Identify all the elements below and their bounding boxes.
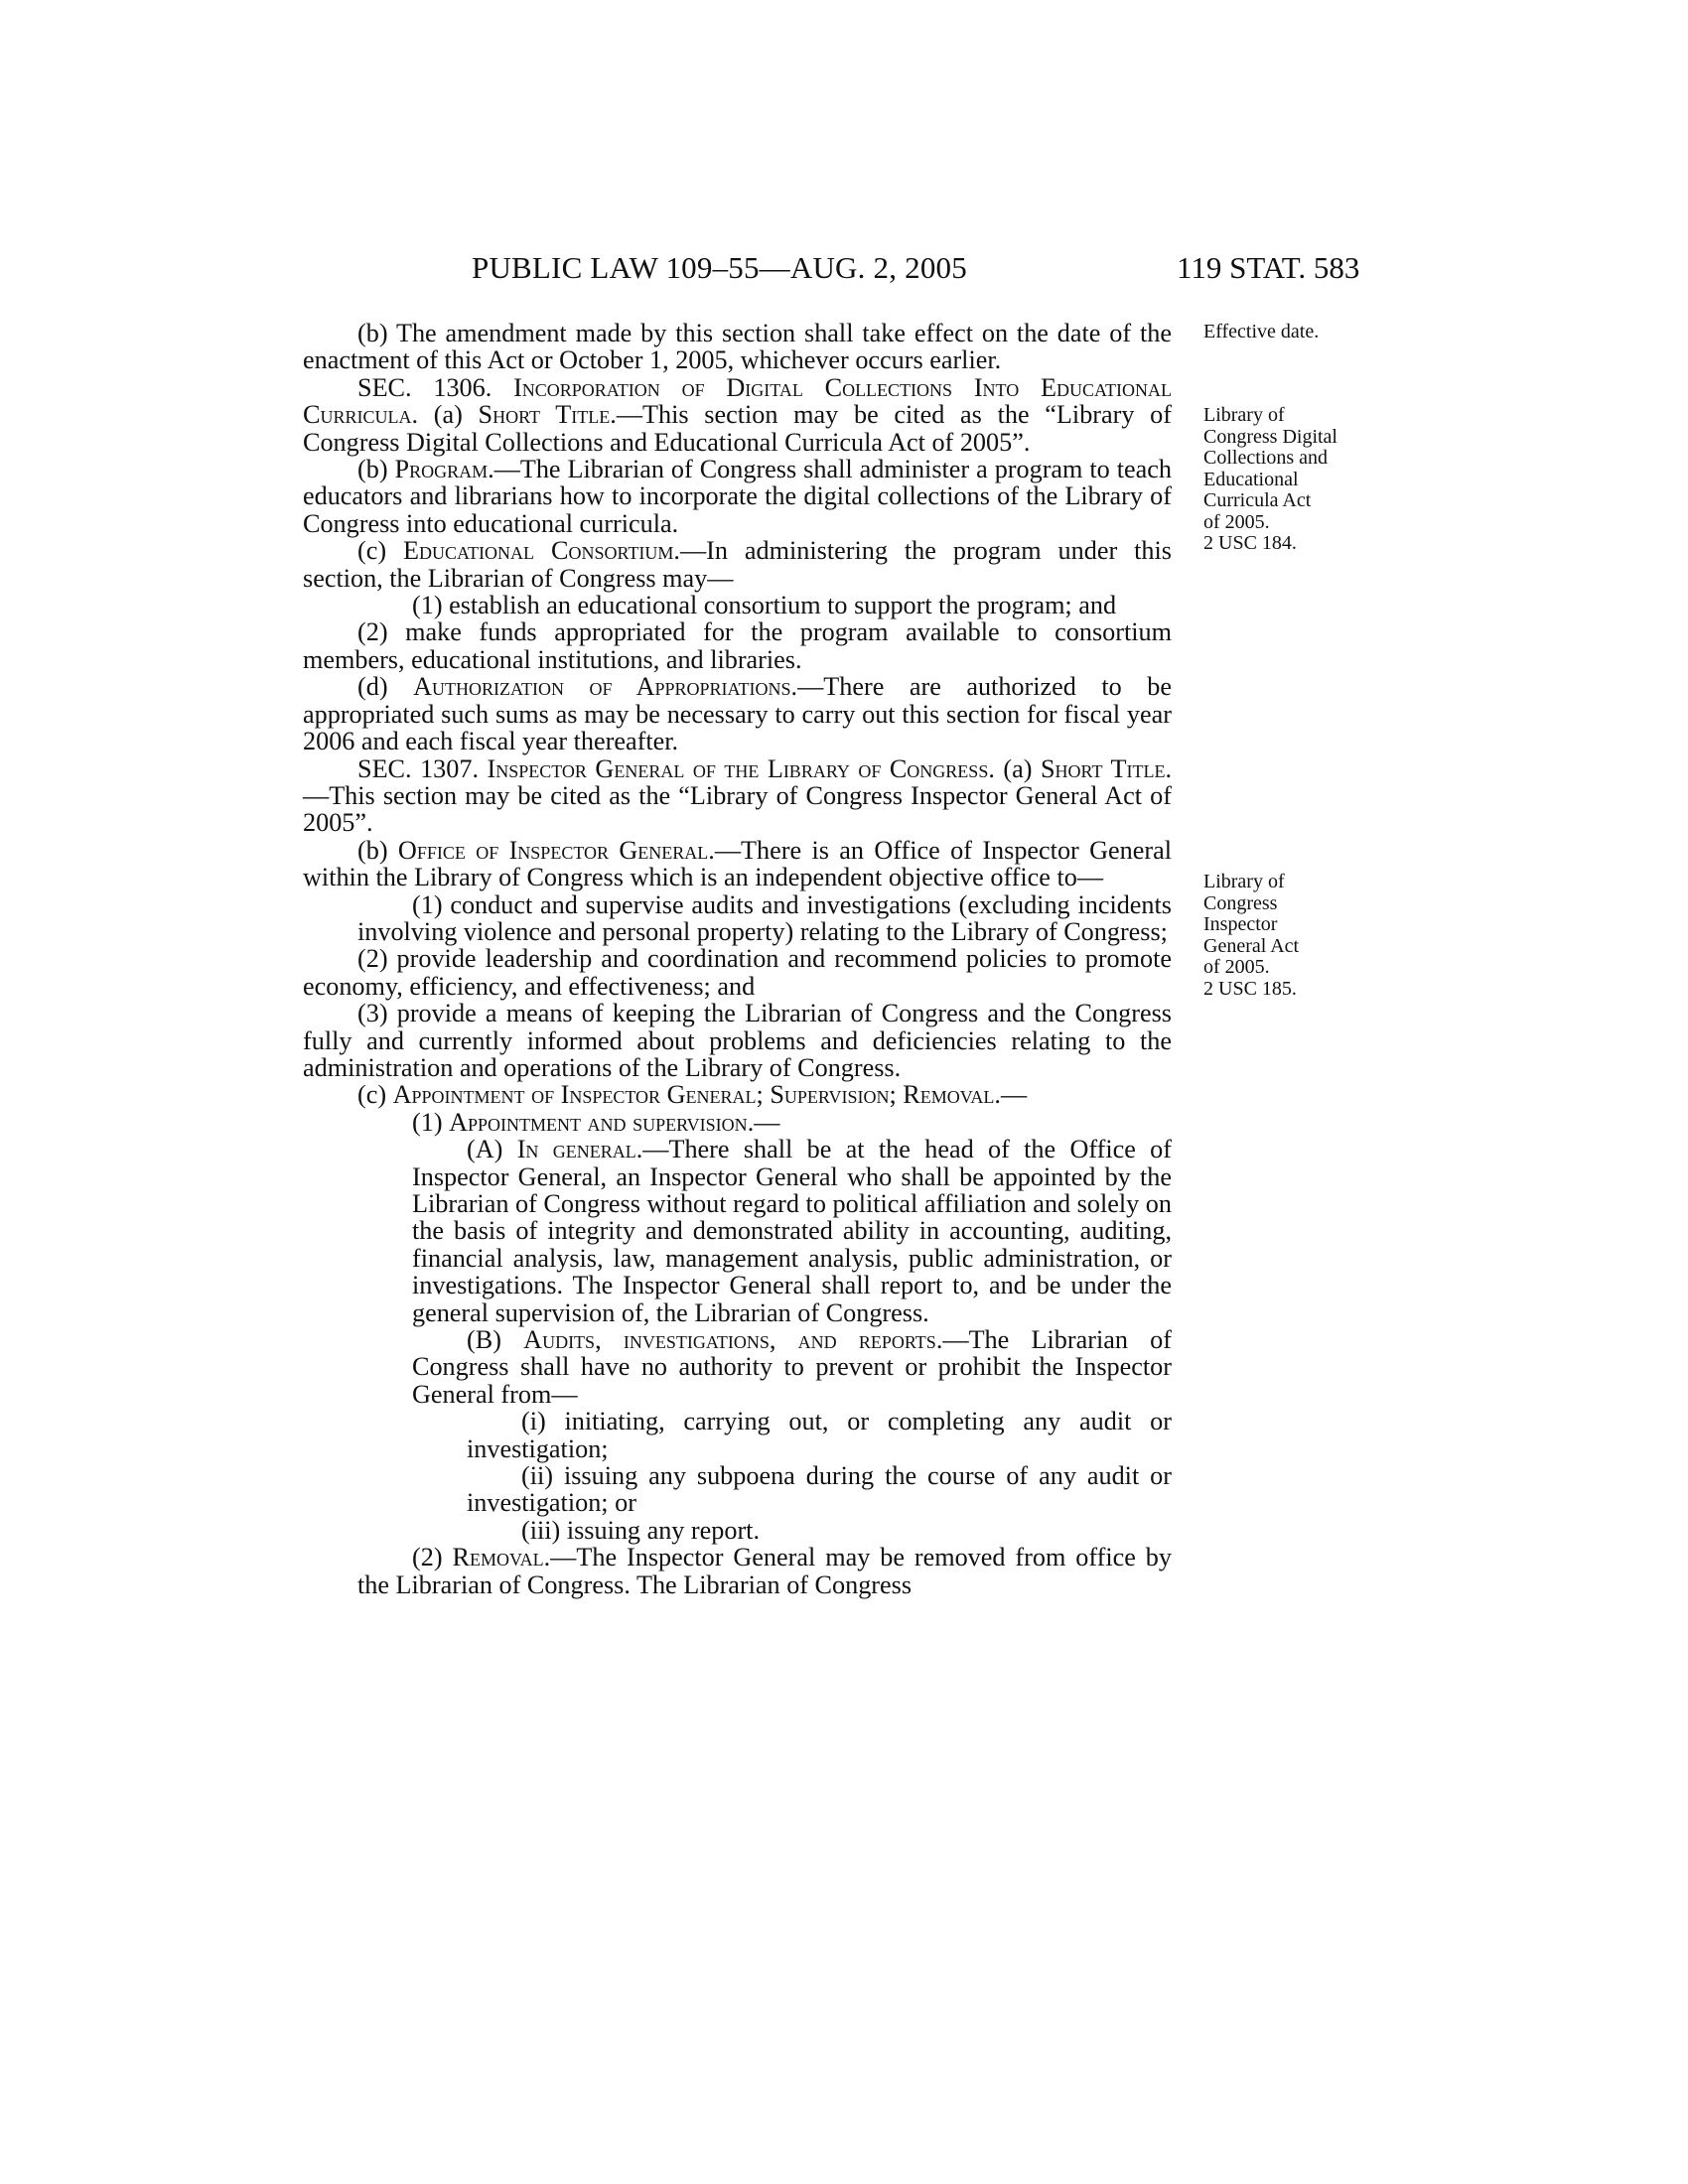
paragraph-effective-date: (b) The amendment made by this section shall take effect on the date of the enactment of this Act or October 1, 2005, whichever occurs earlier. bbox=[303, 319, 1172, 375]
paragraph-item: (2) provide leadership and coordination and recommend policies to promote economy, efficiency, and effectiveness; and bbox=[303, 944, 1172, 1001]
subsection-heading: Short Title bbox=[1040, 753, 1166, 783]
subsection-heading: Authorization of Appropriations bbox=[413, 672, 791, 702]
paragraph-item: (3) provide a means of keeping the Librarian of Congress and the Congress fully and currently informed about problems and deficiencies relating to the administration and operations of the Library of Congress. bbox=[303, 999, 1172, 1082]
margin-note-inspector-general-act: Library of Congress Inspector General Act of 2005. 2 USC 185. bbox=[1203, 871, 1300, 1000]
subsection-educational-consortium: (c) Educational Consortium.—In administering the program under this section, the Librarian of Congress may— bbox=[303, 536, 1172, 593]
statute-body-text bbox=[303, 320, 1172, 1598]
public-law-title: PUBLIC LAW 109–55—AUG. 2, 2005 bbox=[472, 250, 967, 285]
paragraph-removal: (2) Removal.—The Inspector General may be removed from office by the Librarian of Congress. The Librarian of Congress bbox=[357, 1543, 1172, 1599]
paragraph-appointment-supervision: (1) Appointment and supervision.— bbox=[412, 1107, 780, 1137]
page-header bbox=[0, 250, 1688, 290]
clause-item: (ii) issuing any subpoena during the course of any audit or investigation; or bbox=[467, 1461, 1172, 1518]
margin-note-effective-date: Effective date. bbox=[1203, 321, 1320, 342]
subparagraph-heading: Audits, investigations, and reports bbox=[523, 1325, 936, 1355]
margin-note-digital-collections-act: Library of Congress Digital Collections and Educational Curricula Act of 2005. 2 USC 184. bbox=[1203, 404, 1337, 554]
clause-item: (i) initiating, carrying out, or completing any audit or investigation; bbox=[467, 1407, 1172, 1463]
subsection-authorization: (d) Authorization of Appropriations.—There are authorized to be appropriated such sums as may be necessary to carry out this section for fiscal year 2006 and each fiscal year thereafter. bbox=[303, 672, 1172, 756]
section-heading: Incorporation of Digital Collections Into Educational Curricula. bbox=[303, 372, 1172, 430]
subsection-heading: Appointment of Inspector General; Supervision; Removal bbox=[392, 1080, 995, 1110]
subparagraph-in-general: (A) In general.—There shall be at the head of the Office of Inspector General, an Inspector General who shall be appointed by the Librarian of Congress without regard to political affiliation and solely on the basis of integrity and demonstrated ability in accounting, auditing, financial analysis, law, management analysis, public administration, or investigations. The Inspector General shall report to, and be under the general supervision of, the Librarian of Congress. bbox=[412, 1135, 1172, 1327]
subsection-program: (b) Program.—The Librarian of Congress shall administer a program to teach educators and librarians how to incorporate the digital collections of the Library of Congress into educational curricula. bbox=[303, 455, 1172, 538]
paragraph-item: (1) establish an educational consortium to support the program; and bbox=[412, 591, 1117, 620]
subsection-heading: Program bbox=[394, 455, 489, 484]
paragraph-item: (2) make funds appropriated for the program available to consortium members, educational institutions, and libraries. bbox=[303, 617, 1172, 674]
section-1306: SEC. 1306. Incorporation of Digital Collections Into Educational Curricula. (a) Short Title.—This section may be cited as the “Library of Congress Digital Collections and Educational Curricula Act of 2005”. bbox=[303, 372, 1172, 457]
subsection-office-of-inspector-general: (b) Office of Inspector General.—There is an Office of Inspector General within the Library of Congress which is an independent objective office to— bbox=[303, 835, 1172, 892]
section-1307: SEC. 1307. Inspector General of the Library of Congress. (a) Short Title.—This section may be cited as the “Library of Congress Inspector General Act of 2005”. bbox=[303, 753, 1172, 838]
paragraph-heading: Removal bbox=[452, 1543, 544, 1572]
clause-item: (iii) issuing any report. bbox=[521, 1515, 761, 1545]
statute-page-number: 119 STAT. 583 bbox=[1177, 250, 1360, 285]
subsection-appointment: (c) Appointment of Inspector General; Supervision; Removal.— bbox=[357, 1080, 1028, 1110]
section-heading: Inspector General of the Library of Congress. bbox=[487, 753, 995, 783]
subsection-heading: Educational Consortium bbox=[403, 536, 674, 566]
subsection-heading: Office of Inspector General bbox=[397, 835, 709, 865]
subparagraph-heading: In general bbox=[516, 1135, 636, 1164]
paragraph-heading: Appointment and supervision bbox=[449, 1107, 748, 1137]
subsection-heading: Short Title bbox=[478, 400, 611, 430]
paragraph-item: (1) conduct and supervise audits and investigations (excluding incidents involving violence and personal property) relating to the Library of Congress; bbox=[357, 889, 1172, 946]
subparagraph-audits: (B) Audits, investigations, and reports.—The Librarian of Congress shall have no authority to prevent or prohibit the Inspector General from— bbox=[412, 1325, 1172, 1409]
